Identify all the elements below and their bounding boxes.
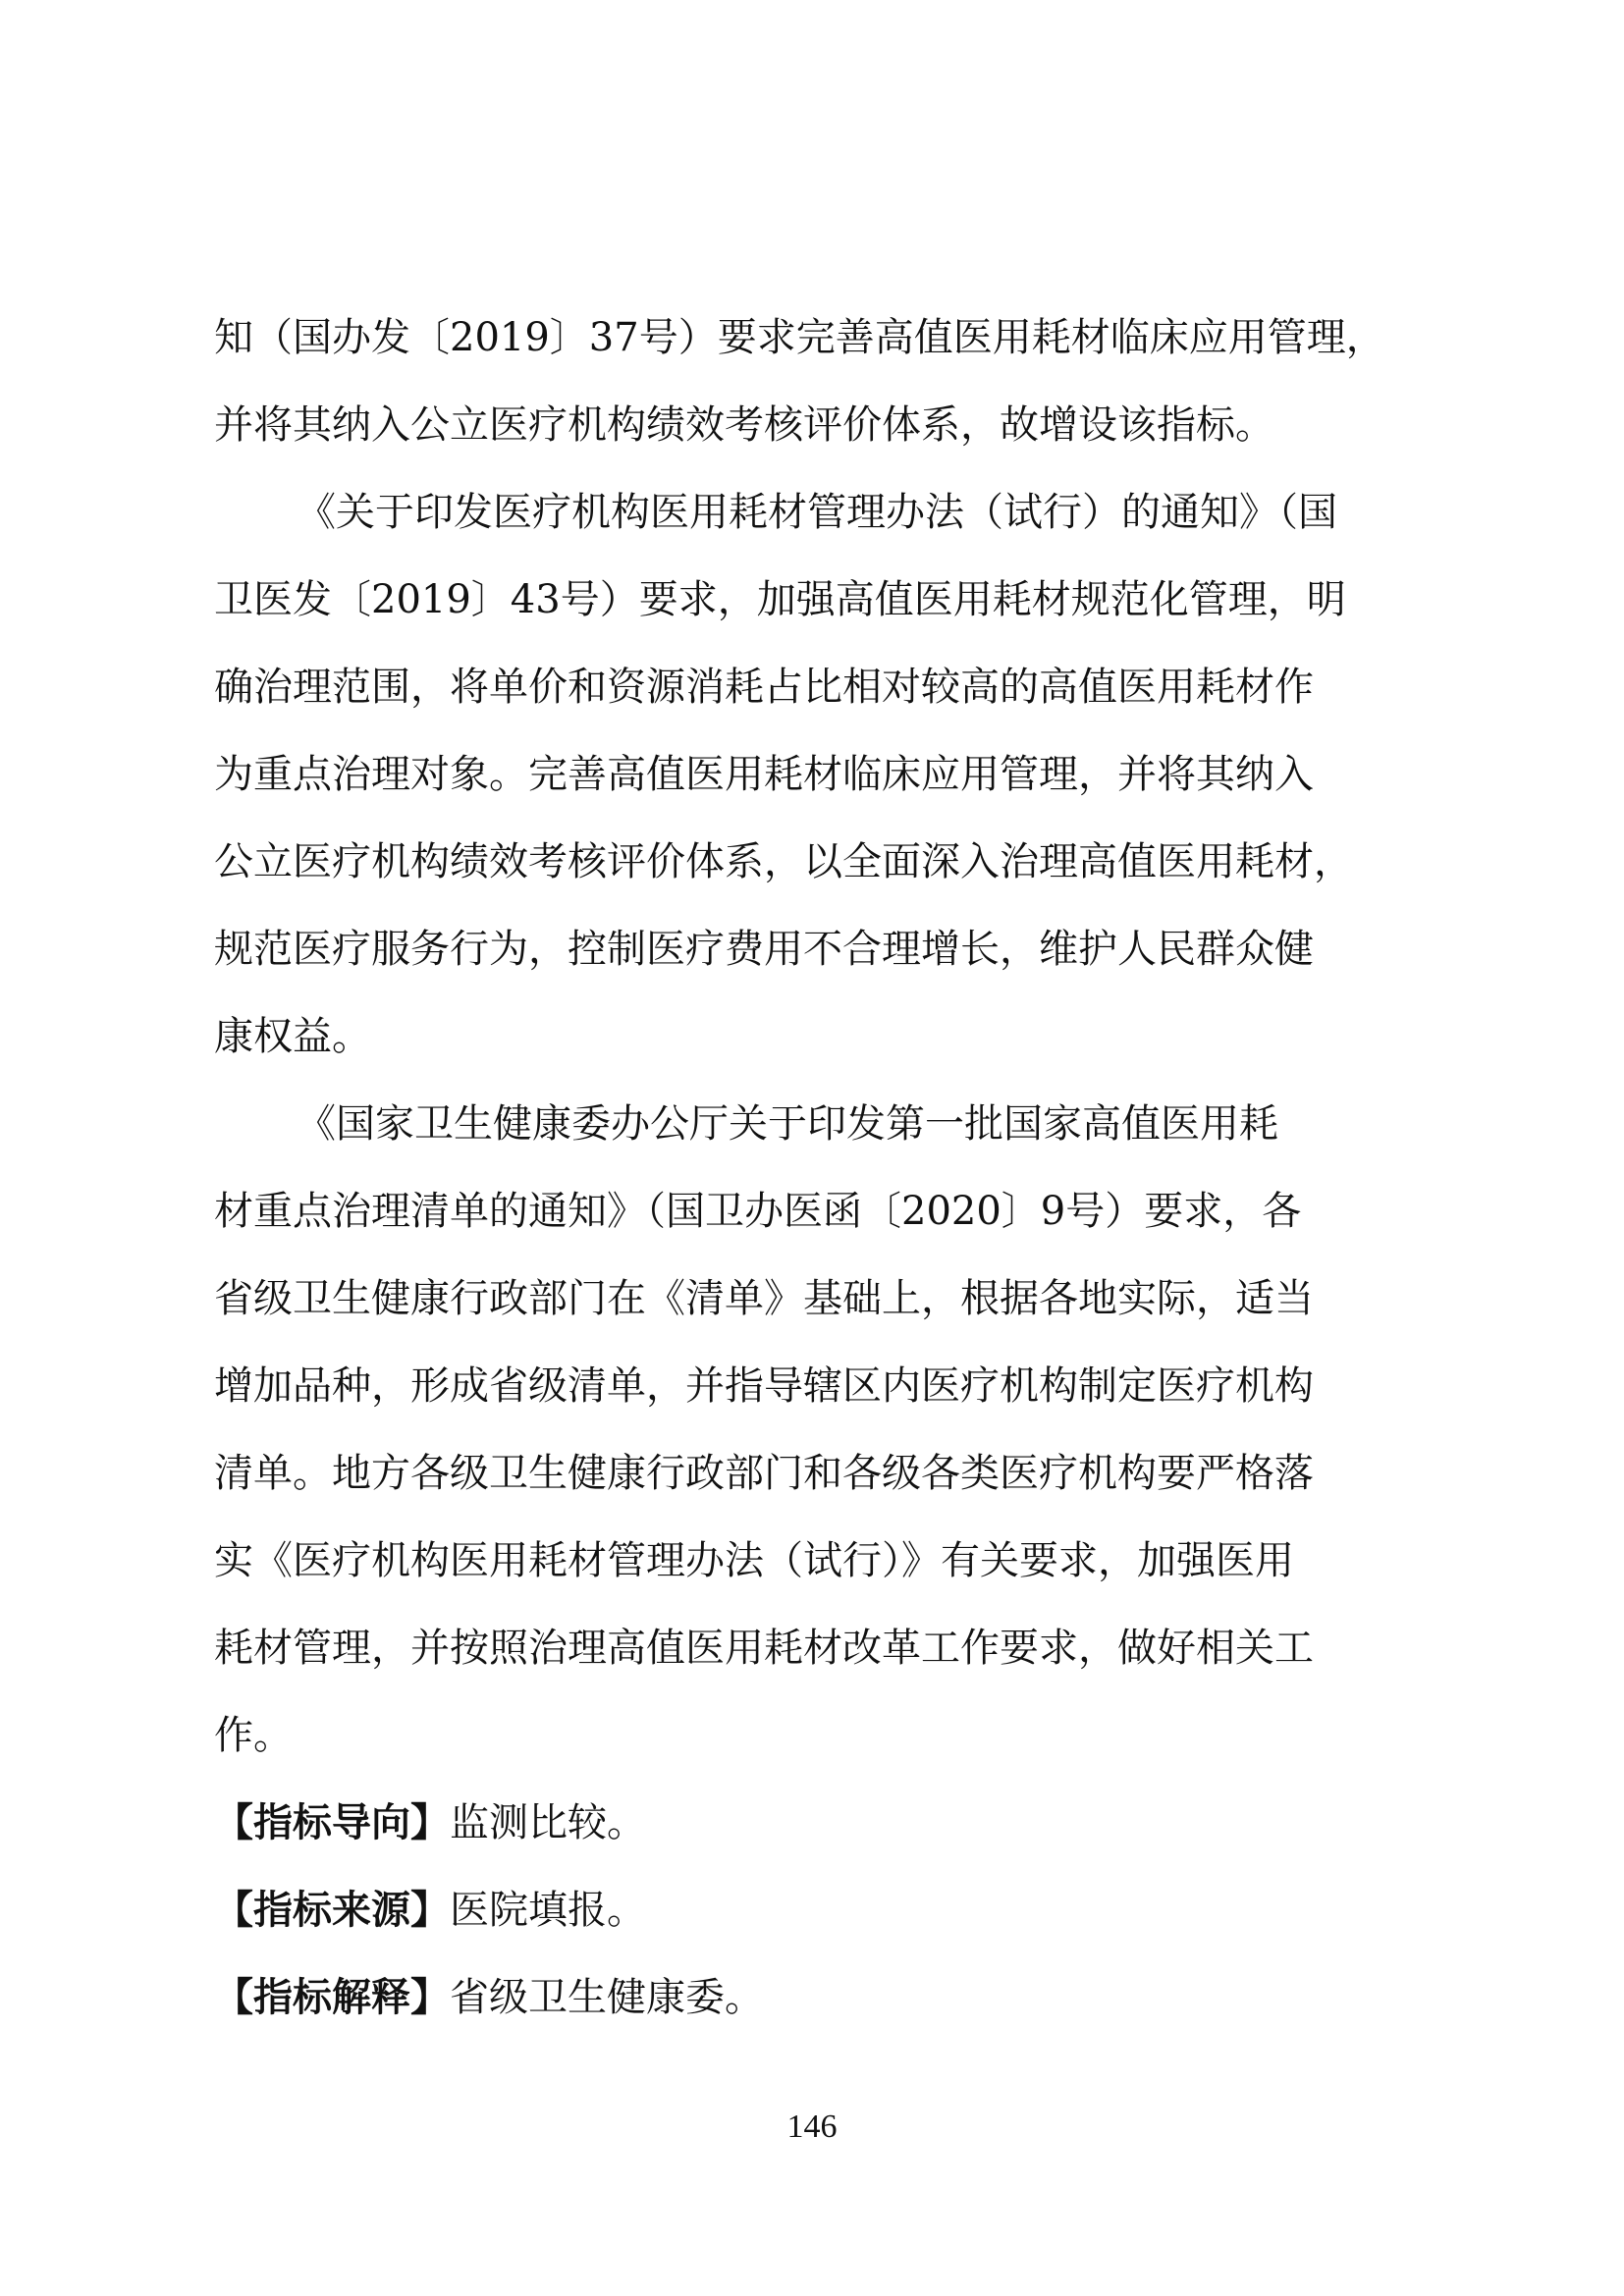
text-line: 耗材管理，并按照治理高值医用耗材改革工作要求，做好相关工 [214,1626,1314,1671]
page-number: 146 [786,2109,838,2145]
text-line: 卫医发〔2019〕43号）要求，加强高值医用耗材规范化管理，明 [214,577,1346,622]
text-line: 材重点治理清单的通知》（国卫办医函〔2020〕9号）要求，各 [214,1189,1302,1234]
text-line: 确治理范围，将单价和资源消耗占比相对较高的高值医用耗材作 [214,665,1314,710]
indicator-interpretation [214,1954,1432,2042]
text-line: 增加品种，形成省级清单，并指导辖区内医疗机构制定医疗机构 [214,1363,1314,1409]
text-line: 作。 [214,1713,293,1758]
document-body [214,294,1432,2042]
indicator-label: 【指标导向】 [214,1800,450,1845]
paragraph-2 [214,469,1432,1081]
text-line: 《关于印发医疗机构医用耗材管理办法（试行）的通知》（国 [297,490,1337,535]
indicator-label: 【指标来源】 [214,1888,450,1933]
text-line: 并将其纳入公立医疗机构绩效考核评价体系，故增设该指标。 [214,402,1274,448]
text-line: 公立医疗机构绩效考核评价体系，以全面深入治理高值医用耗材， [214,839,1353,884]
indicator-value: 监测比较。 [450,1800,646,1845]
text-line: 知（国办发〔2019〕37号）要求完善高值医用耗材临床应用管理， [214,315,1385,360]
text-line: 清单。地方各级卫生健康行政部门和各级各类医疗机构要严格落 [214,1451,1314,1496]
indicator-orientation [214,1780,1432,1867]
indicator-value: 医院填报。 [450,1888,646,1933]
indicator-value: 省级卫生健康委。 [450,1975,764,2020]
text-line: 省级卫生健康行政部门在《清单》基础上，根据各地实际，适当 [214,1276,1314,1321]
text-line: 规范医疗服务行为，控制医疗费用不合理增长，维护人民群众健 [214,927,1314,972]
paragraph-1 [214,294,1432,469]
text-line: 实《医疗机构医用耗材管理办法（试行）》有关要求，加强医用 [214,1538,1294,1583]
text-line: 为重点治理对象。完善高值医用耗材临床应用管理，并将其纳入 [214,752,1314,797]
paragraph-3 [214,1081,1432,1780]
indicator-list [214,1780,1432,2042]
text-line: 《国家卫生健康委办公厅关于印发第一批国家高值医用耗 [297,1101,1278,1147]
text-line: 康权益。 [214,1014,371,1059]
indicator-label: 【指标解释】 [214,1975,450,2020]
indicator-source [214,1867,1432,1954]
